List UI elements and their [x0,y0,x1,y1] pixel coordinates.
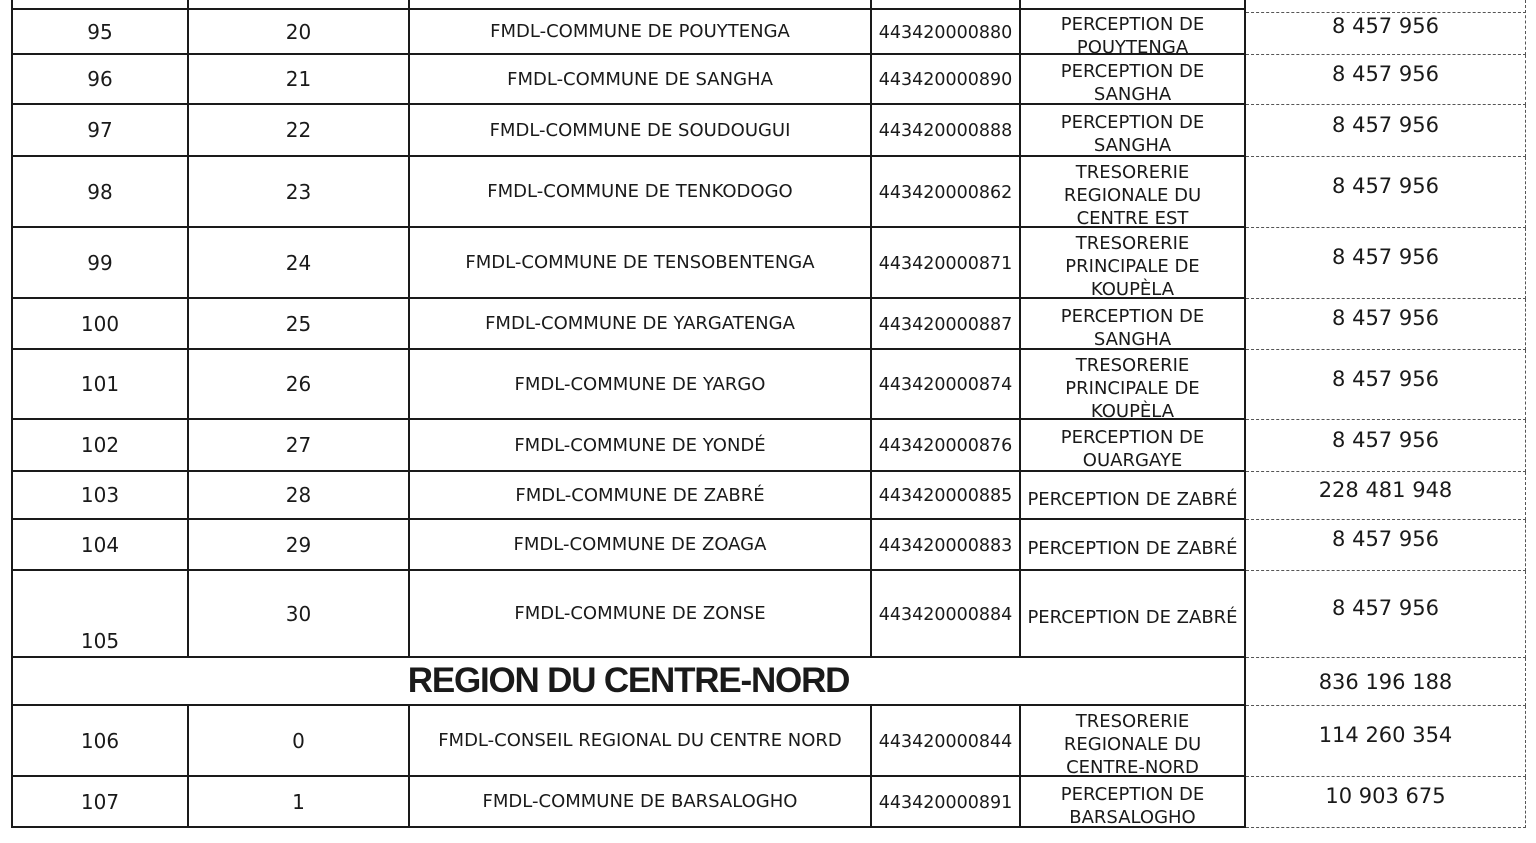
accounting-office: PERCEPTION DE ZABRÉ [1021,472,1246,520]
row-number: 105 [13,571,189,658]
amount: 8 457 956 [1246,105,1526,157]
amount: 10 903 675 [1246,777,1526,828]
accounting-office: TRESORERIE REGIONALE DU CENTRE-NORD [1021,706,1246,777]
row-number: 100 [13,299,189,350]
row-number: 102 [13,420,189,472]
beneficiary-name: FMDL-COMMUNE DE ZONSE [410,571,872,658]
amount: 8 457 956 [1246,299,1526,350]
accounting-office: TRESORERIE REGIONALE DU CENTRE EST [1021,157,1246,228]
region-total: 836 196 188 [1246,658,1526,706]
row-number: 96 [13,55,189,105]
table-row [13,350,1526,420]
table-row [13,571,1526,658]
accounting-office: TRESORERIE PRINCIPALE DE KOUPÈLA [1021,228,1246,299]
region-title: REGION DU CENTRE-NORD [13,658,1246,706]
amount: 8 457 956 [1246,10,1526,55]
row-number: 107 [13,777,189,828]
row-number: 106 [13,706,189,777]
table-row [13,706,1526,777]
row-index: 28 [189,472,410,520]
table-row [13,420,1526,472]
beneficiary-name: FMDL-COMMUNE DE YARGATENGA [410,299,872,350]
table-row-partial [13,0,1526,10]
accounting-office: PERCEPTION DE ZABRÉ [1021,520,1246,571]
table-row [13,10,1526,58]
account-number: 443420000884 [872,571,1021,658]
row-index: 24 [189,228,410,299]
row-index: 26 [189,350,410,420]
row-number: 98 [13,157,189,228]
table-row [13,472,1526,520]
table-row [13,520,1526,571]
row-number: 99 [13,228,189,299]
beneficiary-name: FMDL-COMMUNE DE TENKODOGO [410,157,872,228]
account-number: 443420000888 [872,105,1021,157]
beneficiary-name: FMDL-COMMUNE DE POUYTENGA [410,10,872,55]
accounting-office: PERCEPTION DE POUYTENGA [1021,10,1246,55]
row-index: 1 [189,777,410,828]
amount: 8 457 956 [1246,520,1526,571]
row-index: 25 [189,299,410,350]
accounting-office: PERCEPTION DE ZABRÉ [1021,571,1246,658]
account-number: 443420000883 [872,520,1021,571]
amount: 8 457 956 [1246,55,1526,105]
beneficiary-name: FMDL-CONSEIL REGIONAL DU CENTRE NORD [410,706,872,777]
account-number: 443420000891 [872,777,1021,828]
row-number: 104 [13,520,189,571]
amount: 8 457 956 [1246,420,1526,472]
accounting-office: PERCEPTION DE BARSALOGHO [1021,777,1246,828]
row-index: 20 [189,10,410,55]
row-index: 22 [189,105,410,157]
account-number: 443420000880 [872,10,1021,55]
row-index: 27 [189,420,410,472]
table-row [13,55,1526,105]
beneficiary-name: FMDL-COMMUNE DE ZABRÉ [410,472,872,520]
row-index: 30 [189,571,410,658]
accounting-office: PERCEPTION DE SANGHA [1021,55,1246,105]
account-number: 443420000885 [872,472,1021,520]
accounting-office: TRESORERIE PRINCIPALE DE KOUPÈLA [1021,350,1246,420]
region-row [13,658,1526,706]
table-row [13,299,1526,350]
empty-cell [1021,0,1246,10]
row-number: 101 [13,350,189,420]
row-number: 97 [13,105,189,157]
empty-cell [189,0,410,10]
account-number: 443420000890 [872,55,1021,105]
beneficiary-name: FMDL-COMMUNE DE TENSOBENTENGA [410,228,872,299]
row-index: 0 [189,706,410,777]
account-number: 443420000874 [872,350,1021,420]
accounting-office: PERCEPTION DE OUARGAYE [1021,420,1246,472]
amount: 8 457 956 [1246,571,1526,658]
table-row [13,228,1526,299]
row-number: 103 [13,472,189,520]
row-index: 29 [189,520,410,571]
beneficiary-name: FMDL-COMMUNE DE BARSALOGHO [410,777,872,828]
beneficiary-name: FMDL-COMMUNE DE SOUDOUGUI [410,105,872,157]
amount: 8 457 956 [1246,228,1526,299]
row-number: 95 [13,10,189,55]
account-number: 443420000862 [872,157,1021,228]
account-number: 443420000887 [872,299,1021,350]
row-index: 23 [189,157,410,228]
table-row [13,105,1526,157]
empty-cell [13,0,189,10]
allocation-table [11,0,1526,828]
empty-cell [872,0,1021,10]
account-number: 443420000871 [872,228,1021,299]
amount: 228 481 948 [1246,472,1526,520]
accounting-office: PERCEPTION DE SANGHA [1021,299,1246,350]
beneficiary-name: FMDL-COMMUNE DE ZOAGA [410,520,872,571]
amount: 114 260 354 [1246,706,1526,777]
account-number: 443420000844 [872,706,1021,777]
beneficiary-name: FMDL-COMMUNE DE YONDÉ [410,420,872,472]
empty-cell [410,0,872,10]
amount: 8 457 956 [1246,157,1526,228]
accounting-office: PERCEPTION DE SANGHA [1021,105,1246,157]
table-row [13,777,1526,828]
account-number: 443420000876 [872,420,1021,472]
beneficiary-name: FMDL-COMMUNE DE SANGHA [410,55,872,105]
beneficiary-name: FMDL-COMMUNE DE YARGO [410,350,872,420]
row-index: 21 [189,55,410,105]
table-row [13,157,1526,228]
amount: 8 457 956 [1246,350,1526,420]
